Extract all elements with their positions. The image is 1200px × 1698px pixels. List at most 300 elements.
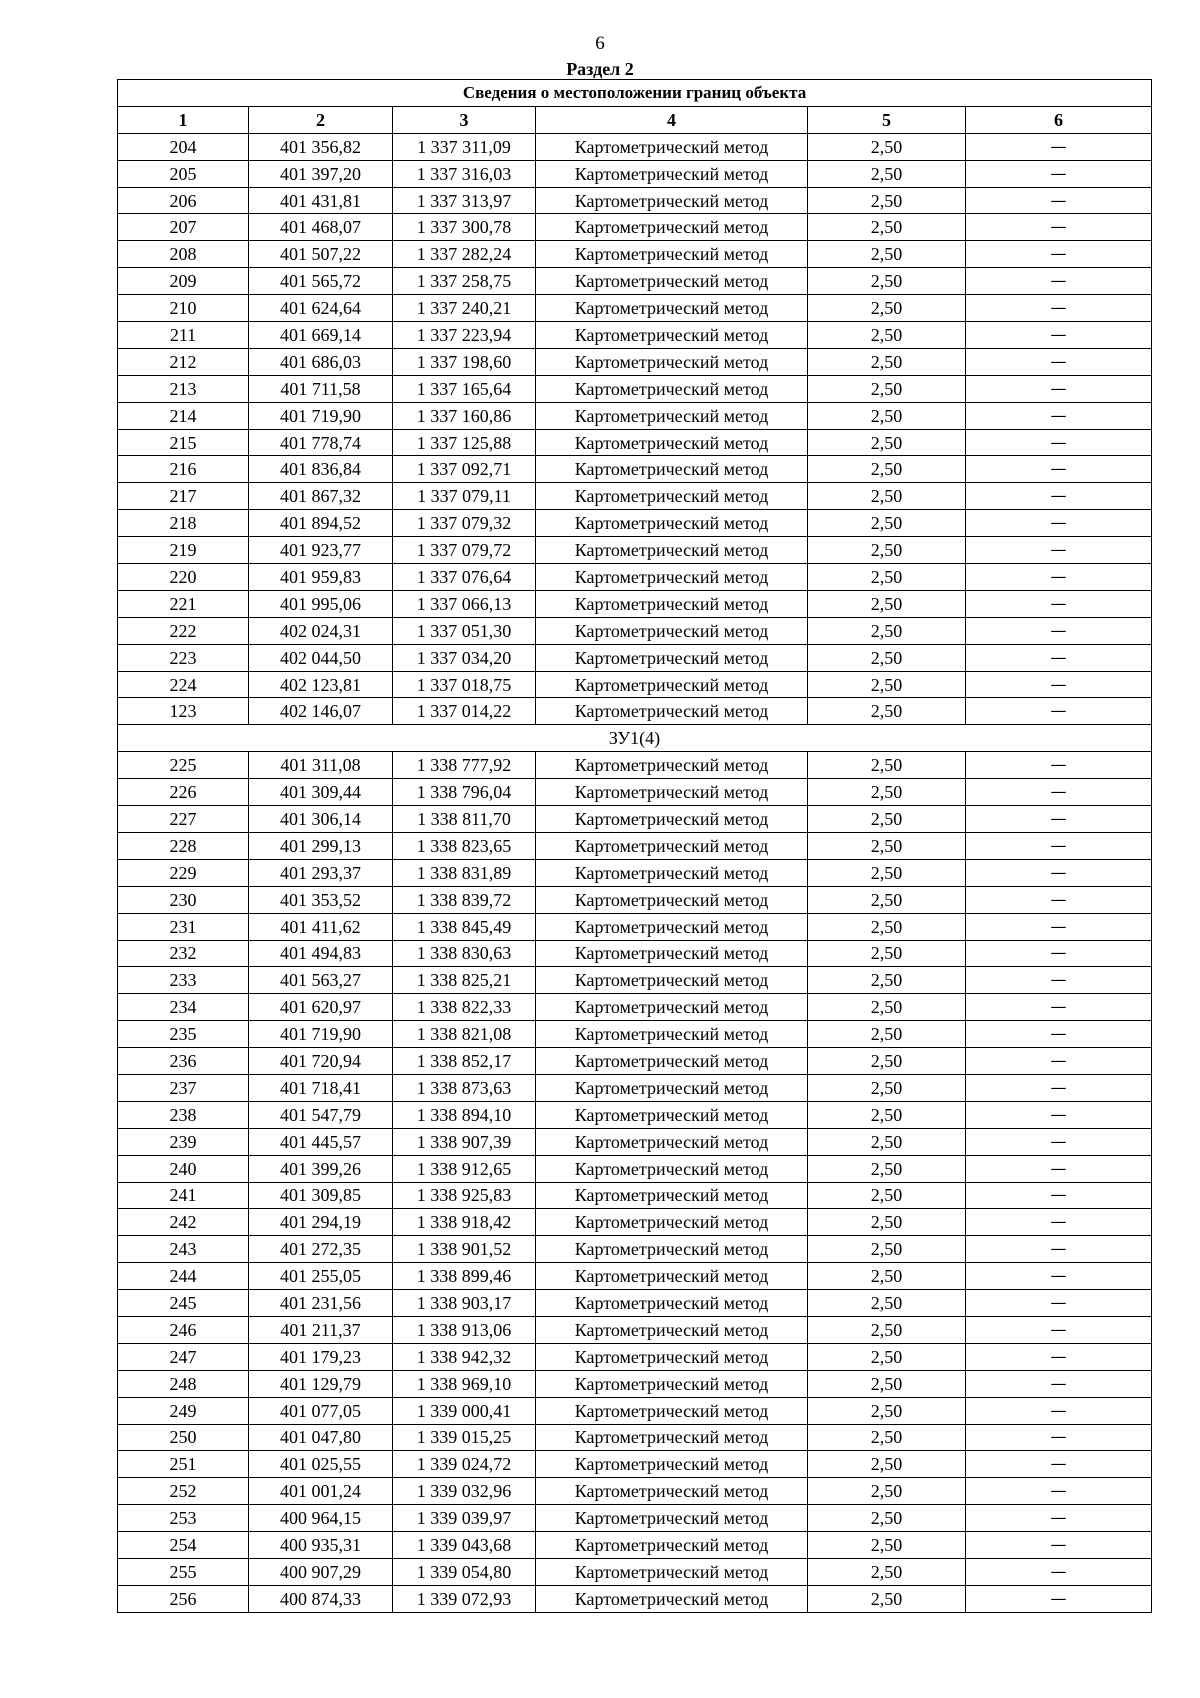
y-coordinate-cell: 1 337 018,75 <box>393 671 536 698</box>
point-number-cell: 255 <box>118 1558 249 1585</box>
y-coordinate-cell: 1 338 852,17 <box>393 1048 536 1075</box>
accuracy-cell: 2,50 <box>808 1021 966 1048</box>
point-number-cell: 218 <box>118 510 249 537</box>
y-coordinate-cell: 1 337 282,24 <box>393 241 536 268</box>
x-coordinate-cell: 401 995,06 <box>249 590 393 617</box>
y-coordinate-cell: 1 338 821,08 <box>393 1021 536 1048</box>
note-cell: — <box>966 1370 1152 1397</box>
point-number-cell: 123 <box>118 698 249 725</box>
point-number-cell: 208 <box>118 241 249 268</box>
column-header: 5 <box>808 106 966 133</box>
x-coordinate-cell: 401 306,14 <box>249 806 393 833</box>
accuracy-cell: 2,50 <box>808 483 966 510</box>
note-cell: — <box>966 779 1152 806</box>
accuracy-cell: 2,50 <box>808 537 966 564</box>
y-coordinate-cell: 1 337 014,22 <box>393 698 536 725</box>
column-header: 1 <box>118 106 249 133</box>
point-number-cell: 252 <box>118 1478 249 1505</box>
accuracy-cell: 2,50 <box>808 779 966 806</box>
method-cell: Картометрический метод <box>536 1209 808 1236</box>
accuracy-cell: 2,50 <box>808 510 966 537</box>
note-cell: — <box>966 1101 1152 1128</box>
accuracy-cell: 2,50 <box>808 348 966 375</box>
point-number-cell: 233 <box>118 967 249 994</box>
y-coordinate-cell: 1 338 899,46 <box>393 1263 536 1290</box>
accuracy-cell: 2,50 <box>808 1397 966 1424</box>
method-cell: Картометрический метод <box>536 1343 808 1370</box>
table-row <box>118 241 1152 268</box>
x-coordinate-cell: 401 720,94 <box>249 1048 393 1075</box>
point-number-cell: 251 <box>118 1451 249 1478</box>
method-cell: Картометрический метод <box>536 752 808 779</box>
y-coordinate-cell: 1 338 873,63 <box>393 1074 536 1101</box>
x-coordinate-cell: 400 964,15 <box>249 1505 393 1532</box>
method-cell: Картометрический метод <box>536 1074 808 1101</box>
method-cell: Картометрический метод <box>536 886 808 913</box>
point-number-cell: 239 <box>118 1128 249 1155</box>
point-number-cell: 242 <box>118 1209 249 1236</box>
table-caption: Сведения о местоположении границ объекта <box>118 80 1152 107</box>
table-row <box>118 483 1152 510</box>
point-number-cell: 206 <box>118 187 249 214</box>
accuracy-cell: 2,50 <box>808 1478 966 1505</box>
y-coordinate-cell: 1 338 969,10 <box>393 1370 536 1397</box>
accuracy-cell: 2,50 <box>808 806 966 833</box>
accuracy-cell: 2,50 <box>808 1128 966 1155</box>
group-label: ЗУ1(4) <box>118 725 1152 752</box>
table-row <box>118 564 1152 591</box>
method-cell: Картометрический метод <box>536 1558 808 1585</box>
accuracy-cell: 2,50 <box>808 1236 966 1263</box>
column-header: 3 <box>393 106 536 133</box>
accuracy-cell: 2,50 <box>808 268 966 295</box>
note-cell: — <box>966 1505 1152 1532</box>
note-cell: — <box>966 1182 1152 1209</box>
y-coordinate-cell: 1 337 198,60 <box>393 348 536 375</box>
x-coordinate-cell: 401 894,52 <box>249 510 393 537</box>
y-coordinate-cell: 1 337 223,94 <box>393 322 536 349</box>
y-coordinate-cell: 1 338 825,21 <box>393 967 536 994</box>
note-cell: — <box>966 402 1152 429</box>
y-coordinate-cell: 1 338 845,49 <box>393 913 536 940</box>
table-row <box>118 1478 1152 1505</box>
table-row <box>118 671 1152 698</box>
point-number-cell: 212 <box>118 348 249 375</box>
point-number-cell: 230 <box>118 886 249 913</box>
method-cell: Картометрический метод <box>536 940 808 967</box>
point-number-cell: 232 <box>118 940 249 967</box>
accuracy-cell: 2,50 <box>808 160 966 187</box>
accuracy-cell: 2,50 <box>808 1370 966 1397</box>
y-coordinate-cell: 1 338 912,65 <box>393 1155 536 1182</box>
accuracy-cell: 2,50 <box>808 241 966 268</box>
point-number-cell: 248 <box>118 1370 249 1397</box>
point-number-cell: 220 <box>118 564 249 591</box>
y-coordinate-cell: 1 338 913,06 <box>393 1316 536 1343</box>
x-coordinate-cell: 401 547,79 <box>249 1101 393 1128</box>
x-coordinate-cell: 401 867,32 <box>249 483 393 510</box>
method-cell: Картометрический метод <box>536 1424 808 1451</box>
accuracy-cell: 2,50 <box>808 1424 966 1451</box>
method-cell: Картометрический метод <box>536 295 808 322</box>
x-coordinate-cell: 401 309,85 <box>249 1182 393 1209</box>
accuracy-cell: 2,50 <box>808 214 966 241</box>
y-coordinate-cell: 1 337 160,86 <box>393 402 536 429</box>
x-coordinate-cell: 401 468,07 <box>249 214 393 241</box>
note-cell: — <box>966 1155 1152 1182</box>
note-cell: — <box>966 1397 1152 1424</box>
x-coordinate-cell: 401 923,77 <box>249 537 393 564</box>
table-row <box>118 590 1152 617</box>
method-cell: Картометрический метод <box>536 1048 808 1075</box>
accuracy-cell: 2,50 <box>808 859 966 886</box>
method-cell: Картометрический метод <box>536 483 808 510</box>
y-coordinate-cell: 1 339 024,72 <box>393 1451 536 1478</box>
y-coordinate-cell: 1 337 313,97 <box>393 187 536 214</box>
table-row <box>118 779 1152 806</box>
note-cell: — <box>966 1558 1152 1585</box>
point-number-cell: 244 <box>118 1263 249 1290</box>
table-row <box>118 348 1152 375</box>
table-row <box>118 322 1152 349</box>
method-cell: Картометрический метод <box>536 429 808 456</box>
table-row <box>118 214 1152 241</box>
x-coordinate-cell: 401 353,52 <box>249 886 393 913</box>
x-coordinate-cell: 401 836,84 <box>249 456 393 483</box>
accuracy-cell: 2,50 <box>808 671 966 698</box>
y-coordinate-cell: 1 339 043,68 <box>393 1532 536 1559</box>
table-row <box>118 268 1152 295</box>
table-row <box>118 1263 1152 1290</box>
table-row <box>118 510 1152 537</box>
y-coordinate-cell: 1 338 823,65 <box>393 832 536 859</box>
method-cell: Картометрический метод <box>536 1155 808 1182</box>
table-row <box>118 644 1152 671</box>
point-number-cell: 234 <box>118 994 249 1021</box>
method-cell: Картометрический метод <box>536 537 808 564</box>
point-number-cell: 215 <box>118 429 249 456</box>
accuracy-cell: 2,50 <box>808 429 966 456</box>
y-coordinate-cell: 1 337 258,75 <box>393 268 536 295</box>
y-coordinate-cell: 1 338 894,10 <box>393 1101 536 1128</box>
x-coordinate-cell: 401 255,05 <box>249 1263 393 1290</box>
point-number-cell: 231 <box>118 913 249 940</box>
accuracy-cell: 2,50 <box>808 187 966 214</box>
x-coordinate-cell: 401 399,26 <box>249 1155 393 1182</box>
y-coordinate-cell: 1 337 092,71 <box>393 456 536 483</box>
accuracy-cell: 2,50 <box>808 590 966 617</box>
table-row <box>118 1505 1152 1532</box>
y-coordinate-cell: 1 338 942,32 <box>393 1343 536 1370</box>
point-number-cell: 226 <box>118 779 249 806</box>
x-coordinate-cell: 401 129,79 <box>249 1370 393 1397</box>
method-cell: Картометрический метод <box>536 779 808 806</box>
note-cell: — <box>966 537 1152 564</box>
note-cell: — <box>966 1209 1152 1236</box>
x-coordinate-cell: 402 146,07 <box>249 698 393 725</box>
x-coordinate-cell: 401 211,37 <box>249 1316 393 1343</box>
method-cell: Картометрический метод <box>536 1182 808 1209</box>
x-coordinate-cell: 401 719,90 <box>249 1021 393 1048</box>
accuracy-cell: 2,50 <box>808 1048 966 1075</box>
x-coordinate-cell: 401 563,27 <box>249 967 393 994</box>
note-cell: — <box>966 859 1152 886</box>
note-cell: — <box>966 913 1152 940</box>
table-row <box>118 1585 1152 1612</box>
note-cell: — <box>966 1128 1152 1155</box>
y-coordinate-cell: 1 339 000,41 <box>393 1397 536 1424</box>
table-row <box>118 375 1152 402</box>
method-cell: Картометрический метод <box>536 1451 808 1478</box>
method-cell: Картометрический метод <box>536 1397 808 1424</box>
x-coordinate-cell: 401 077,05 <box>249 1397 393 1424</box>
note-cell: — <box>966 940 1152 967</box>
table-row <box>118 698 1152 725</box>
y-coordinate-cell: 1 337 076,64 <box>393 564 536 591</box>
y-coordinate-cell: 1 338 811,70 <box>393 806 536 833</box>
method-cell: Картометрический метод <box>536 1478 808 1505</box>
x-coordinate-cell: 401 294,19 <box>249 1209 393 1236</box>
note-cell: — <box>966 241 1152 268</box>
column-header: 6 <box>966 106 1152 133</box>
note-cell: — <box>966 1343 1152 1370</box>
x-coordinate-cell: 401 356,82 <box>249 133 393 160</box>
y-coordinate-cell: 1 338 925,83 <box>393 1182 536 1209</box>
x-coordinate-cell: 401 624,64 <box>249 295 393 322</box>
note-cell: — <box>966 483 1152 510</box>
table-row <box>118 1370 1152 1397</box>
x-coordinate-cell: 401 718,41 <box>249 1074 393 1101</box>
y-coordinate-cell: 1 339 039,97 <box>393 1505 536 1532</box>
method-cell: Картометрический метод <box>536 456 808 483</box>
x-coordinate-cell: 401 719,90 <box>249 402 393 429</box>
accuracy-cell: 2,50 <box>808 617 966 644</box>
accuracy-cell: 2,50 <box>808 1074 966 1101</box>
point-number-cell: 207 <box>118 214 249 241</box>
y-coordinate-cell: 1 337 079,11 <box>393 483 536 510</box>
point-number-cell: 224 <box>118 671 249 698</box>
accuracy-cell: 2,50 <box>808 1585 966 1612</box>
accuracy-cell: 2,50 <box>808 133 966 160</box>
accuracy-cell: 2,50 <box>808 1209 966 1236</box>
table-row <box>118 886 1152 913</box>
note-cell: — <box>966 348 1152 375</box>
note-cell: — <box>966 187 1152 214</box>
table-row <box>118 617 1152 644</box>
x-coordinate-cell: 401 494,83 <box>249 940 393 967</box>
note-cell: — <box>966 698 1152 725</box>
accuracy-cell: 2,50 <box>808 402 966 429</box>
method-cell: Картометрический метод <box>536 671 808 698</box>
accuracy-cell: 2,50 <box>808 295 966 322</box>
table-row <box>118 832 1152 859</box>
note-cell: — <box>966 752 1152 779</box>
point-number-cell: 246 <box>118 1316 249 1343</box>
point-number-cell: 247 <box>118 1343 249 1370</box>
method-cell: Картометрический метод <box>536 1128 808 1155</box>
method-cell: Картометрический метод <box>536 510 808 537</box>
y-coordinate-cell: 1 338 777,92 <box>393 752 536 779</box>
table-row <box>118 913 1152 940</box>
point-number-cell: 213 <box>118 375 249 402</box>
note-cell: — <box>966 1048 1152 1075</box>
accuracy-cell: 2,50 <box>808 698 966 725</box>
table-row <box>118 1397 1152 1424</box>
point-number-cell: 240 <box>118 1155 249 1182</box>
table-row <box>118 133 1152 160</box>
y-coordinate-cell: 1 337 051,30 <box>393 617 536 644</box>
table-row <box>118 160 1152 187</box>
y-coordinate-cell: 1 337 165,64 <box>393 375 536 402</box>
point-number-cell: 217 <box>118 483 249 510</box>
method-cell: Картометрический метод <box>536 590 808 617</box>
point-number-cell: 237 <box>118 1074 249 1101</box>
table-body <box>118 133 1152 1612</box>
table-row <box>118 1128 1152 1155</box>
note-cell: — <box>966 268 1152 295</box>
accuracy-cell: 2,50 <box>808 1316 966 1343</box>
x-coordinate-cell: 401 507,22 <box>249 241 393 268</box>
table-row <box>118 456 1152 483</box>
point-number-cell: 227 <box>118 806 249 833</box>
x-coordinate-cell: 400 907,29 <box>249 1558 393 1585</box>
y-coordinate-cell: 1 337 316,03 <box>393 160 536 187</box>
accuracy-cell: 2,50 <box>808 1532 966 1559</box>
y-coordinate-cell: 1 337 079,32 <box>393 510 536 537</box>
x-coordinate-cell: 401 565,72 <box>249 268 393 295</box>
column-header: 2 <box>249 106 393 133</box>
accuracy-cell: 2,50 <box>808 564 966 591</box>
method-cell: Картометрический метод <box>536 160 808 187</box>
x-coordinate-cell: 401 686,03 <box>249 348 393 375</box>
note-cell: — <box>966 456 1152 483</box>
table-row <box>118 295 1152 322</box>
table-row <box>118 1558 1152 1585</box>
y-coordinate-cell: 1 338 822,33 <box>393 994 536 1021</box>
x-coordinate-cell: 401 293,37 <box>249 859 393 886</box>
method-cell: Картометрический метод <box>536 1316 808 1343</box>
table-row <box>118 806 1152 833</box>
method-cell: Картометрический метод <box>536 564 808 591</box>
point-number-cell: 238 <box>118 1101 249 1128</box>
table-row <box>118 1424 1152 1451</box>
point-number-cell: 235 <box>118 1021 249 1048</box>
table-row <box>118 187 1152 214</box>
y-coordinate-cell: 1 339 054,80 <box>393 1558 536 1585</box>
note-cell: — <box>966 644 1152 671</box>
accuracy-cell: 2,50 <box>808 644 966 671</box>
method-cell: Картометрический метод <box>536 348 808 375</box>
point-number-cell: 216 <box>118 456 249 483</box>
method-cell: Картометрический метод <box>536 913 808 940</box>
accuracy-cell: 2,50 <box>808 1290 966 1317</box>
x-coordinate-cell: 401 778,74 <box>249 429 393 456</box>
accuracy-cell: 2,50 <box>808 752 966 779</box>
note-cell: — <box>966 967 1152 994</box>
accuracy-cell: 2,50 <box>808 967 966 994</box>
x-coordinate-cell: 402 123,81 <box>249 671 393 698</box>
method-cell: Картометрический метод <box>536 1290 808 1317</box>
table-row <box>118 1290 1152 1317</box>
point-number-cell: 204 <box>118 133 249 160</box>
point-number-cell: 256 <box>118 1585 249 1612</box>
accuracy-cell: 2,50 <box>808 913 966 940</box>
table-row <box>118 1101 1152 1128</box>
point-number-cell: 243 <box>118 1236 249 1263</box>
note-cell: — <box>966 322 1152 349</box>
point-number-cell: 229 <box>118 859 249 886</box>
x-coordinate-cell: 402 044,50 <box>249 644 393 671</box>
x-coordinate-cell: 402 024,31 <box>249 617 393 644</box>
point-number-cell: 210 <box>118 295 249 322</box>
method-cell: Картометрический метод <box>536 1101 808 1128</box>
table-row <box>118 994 1152 1021</box>
point-number-cell: 222 <box>118 617 249 644</box>
x-coordinate-cell: 400 874,33 <box>249 1585 393 1612</box>
x-coordinate-cell: 401 397,20 <box>249 160 393 187</box>
x-coordinate-cell: 401 445,57 <box>249 1128 393 1155</box>
method-cell: Картометрический метод <box>536 1505 808 1532</box>
y-coordinate-cell: 1 337 079,72 <box>393 537 536 564</box>
point-number-cell: 250 <box>118 1424 249 1451</box>
table-row <box>118 1209 1152 1236</box>
note-cell: — <box>966 1074 1152 1101</box>
x-coordinate-cell: 401 959,83 <box>249 564 393 591</box>
x-coordinate-cell: 401 231,56 <box>249 1290 393 1317</box>
point-number-cell: 205 <box>118 160 249 187</box>
accuracy-cell: 2,50 <box>808 940 966 967</box>
method-cell: Картометрический метод <box>536 322 808 349</box>
note-cell: — <box>966 1451 1152 1478</box>
point-number-cell: 228 <box>118 832 249 859</box>
table-row <box>118 1021 1152 1048</box>
accuracy-cell: 2,50 <box>808 375 966 402</box>
note-cell: — <box>966 671 1152 698</box>
note-cell: — <box>966 1585 1152 1612</box>
point-number-cell: 254 <box>118 1532 249 1559</box>
y-coordinate-cell: 1 338 831,89 <box>393 859 536 886</box>
table-row <box>118 1074 1152 1101</box>
y-coordinate-cell: 1 337 240,21 <box>393 295 536 322</box>
accuracy-cell: 2,50 <box>808 1558 966 1585</box>
table-row <box>118 940 1152 967</box>
x-coordinate-cell: 401 311,08 <box>249 752 393 779</box>
y-coordinate-cell: 1 338 907,39 <box>393 1128 536 1155</box>
note-cell: — <box>966 617 1152 644</box>
note-cell: — <box>966 1290 1152 1317</box>
table-row <box>118 1343 1152 1370</box>
note-cell: — <box>966 1424 1152 1451</box>
method-cell: Картометрический метод <box>536 994 808 1021</box>
x-coordinate-cell: 401 179,23 <box>249 1343 393 1370</box>
x-coordinate-cell: 401 001,24 <box>249 1478 393 1505</box>
x-coordinate-cell: 401 711,58 <box>249 375 393 402</box>
method-cell: Картометрический метод <box>536 1236 808 1263</box>
x-coordinate-cell: 401 431,81 <box>249 187 393 214</box>
table-row <box>118 1182 1152 1209</box>
method-cell: Картометрический метод <box>536 241 808 268</box>
point-number-cell: 225 <box>118 752 249 779</box>
note-cell: — <box>966 429 1152 456</box>
accuracy-cell: 2,50 <box>808 832 966 859</box>
note-cell: — <box>966 214 1152 241</box>
note-cell: — <box>966 994 1152 1021</box>
note-cell: — <box>966 590 1152 617</box>
method-cell: Картометрический метод <box>536 187 808 214</box>
y-coordinate-cell: 1 338 830,63 <box>393 940 536 967</box>
table-row <box>118 859 1152 886</box>
note-cell: — <box>966 806 1152 833</box>
